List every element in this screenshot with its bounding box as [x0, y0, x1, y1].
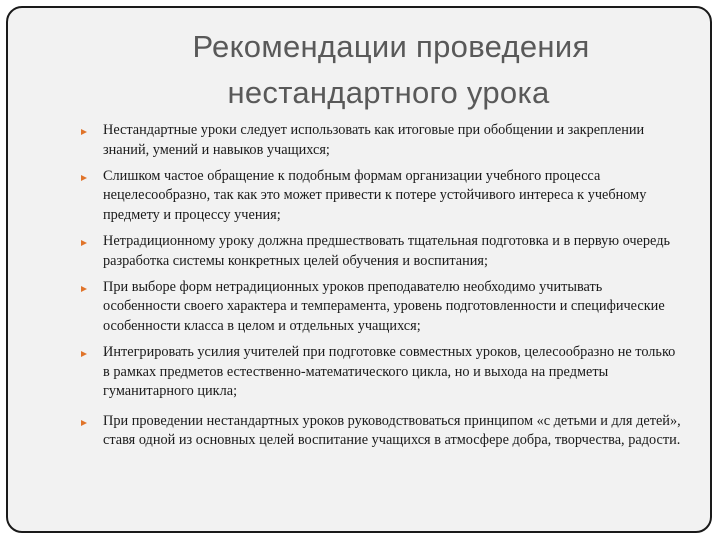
- list-item: [81, 121, 681, 160]
- list-item-text: Слишком частое обращение к подобным формам организации учебного процесса нецелесообразно, так как это может привести к потере устойчивого интереса к учебному предмету и процессу учения;: [103, 167, 647, 223]
- triangle-bullet-icon: [81, 240, 87, 246]
- triangle-bullet-icon: [81, 351, 87, 357]
- title-line-1: Рекомендации проведения: [192, 29, 590, 64]
- list-item: [81, 232, 681, 271]
- list-item-text: Интегрировать усилия учителей при подготовке совместных уроков, целесообразно не только в рамках предметов естественно-математического цикла, но и выхода на предметы гуманитарного цикла;: [103, 343, 676, 400]
- triangle-bullet-icon: [81, 420, 87, 426]
- list-item: [81, 167, 681, 226]
- list-item-text: При выборе форм нетрадиционных уроков преподавателю необходимо учитывать особенности своего характера и темперамента, уровень подготовленности и специфические особенности класса в целом и отдельных учащихся;: [103, 278, 665, 334]
- list-item: [81, 278, 681, 337]
- bullet-list: [81, 121, 681, 457]
- title-line-2: нестандартного урока: [227, 75, 550, 110]
- list-item-text: При проведении нестандартных уроков руководствоваться принципом «с детьми и для детей», ставя одной из основных целей воспитание учащихся в атмосфере добра, творчества, радости.: [103, 412, 681, 449]
- slide-title: [8, 24, 712, 116]
- triangle-bullet-icon: [81, 175, 87, 181]
- list-item: [81, 412, 681, 451]
- slide: [6, 6, 712, 533]
- list-item-text: Нетрадиционному уроку должна предшествовать тщательная подготовка и в первую очередь разработка системы конкретных целей обучения и воспитания;: [103, 232, 670, 269]
- list-item-text: Нестандартные уроки следует использовать как итоговые при обобщении и закреплении знаний, умений и навыков учащихся;: [103, 122, 645, 158]
- list-item: [81, 343, 681, 402]
- triangle-bullet-icon: [81, 129, 87, 135]
- triangle-bullet-icon: [81, 286, 87, 292]
